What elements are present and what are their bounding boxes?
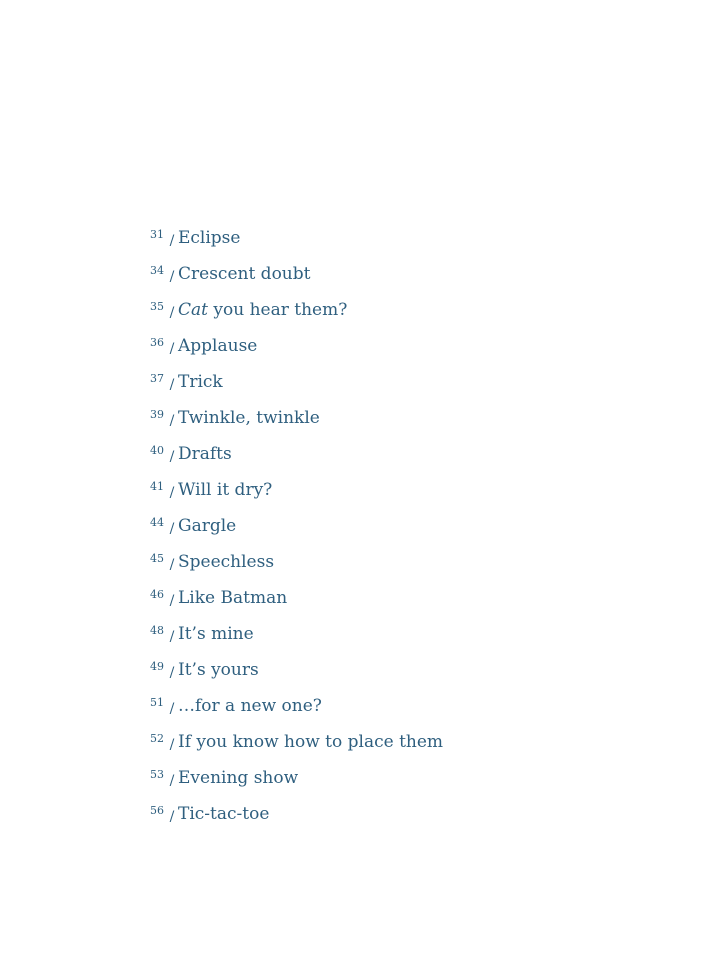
toc-entry[interactable] <box>144 298 664 334</box>
entry-title-text: It’s mine <box>178 624 254 644</box>
entry-title-text: Will it dry? <box>178 480 273 500</box>
separator: / <box>169 593 175 609</box>
table-of-contents <box>144 226 664 838</box>
toc-entry[interactable] <box>144 334 664 370</box>
entry-title <box>178 586 287 610</box>
entry-title <box>178 442 232 466</box>
entry-title <box>178 802 269 826</box>
toc-entry[interactable] <box>144 694 664 730</box>
entry-title-text: Evening show <box>178 768 299 788</box>
entry-title-text: Drafts <box>178 444 232 464</box>
toc-entry[interactable] <box>144 226 664 262</box>
separator: / <box>169 737 175 753</box>
toc-entry[interactable] <box>144 658 664 694</box>
entry-title <box>178 766 298 790</box>
toc-entry[interactable] <box>144 766 664 802</box>
separator: / <box>169 305 175 321</box>
separator: / <box>169 773 175 789</box>
entry-title <box>178 226 240 250</box>
entry-title-italic: Cat <box>178 300 208 320</box>
separator: / <box>169 377 175 393</box>
toc-entry[interactable] <box>144 802 664 838</box>
page-number: 48 <box>150 624 164 637</box>
page-number: 34 <box>150 264 164 277</box>
entry-title <box>178 730 443 754</box>
entry-title-text: Speechless <box>178 552 275 572</box>
page-number: 52 <box>150 732 164 745</box>
entry-title-text: If you know how to place them <box>178 732 444 752</box>
separator: / <box>169 341 175 357</box>
separator: / <box>169 701 175 717</box>
entry-title <box>178 694 322 718</box>
entry-title <box>178 514 236 538</box>
separator: / <box>169 557 175 573</box>
entry-title <box>178 658 259 682</box>
entry-title-text: Eclipse <box>178 228 241 248</box>
toc-entry[interactable] <box>144 406 664 442</box>
page-number: 53 <box>150 768 164 781</box>
entry-title-text: Like Batman <box>178 588 288 608</box>
entry-title-text: Applause <box>178 336 258 356</box>
entry-title <box>178 478 272 502</box>
toc-entry[interactable] <box>144 370 664 406</box>
entry-title-text: Twinkle, twinkle <box>178 408 320 428</box>
toc-entry[interactable] <box>144 442 664 478</box>
separator: / <box>169 269 175 285</box>
entry-title-text: Gargle <box>178 516 237 536</box>
entry-title-text: …for a new one? <box>178 696 322 716</box>
toc-entry[interactable] <box>144 586 664 622</box>
page-number: 51 <box>150 696 164 709</box>
entry-title <box>178 550 274 574</box>
entry-title-text: Trick <box>178 372 223 392</box>
separator: / <box>169 449 175 465</box>
page-number: 56 <box>150 804 164 817</box>
page-number: 37 <box>150 372 164 385</box>
toc-entry[interactable] <box>144 622 664 658</box>
entry-title <box>178 298 347 322</box>
entry-title <box>178 262 310 286</box>
toc-entry[interactable] <box>144 550 664 586</box>
page-number: 40 <box>150 444 164 457</box>
entry-title-text: you hear them? <box>207 300 348 320</box>
entry-title-text: Tic-tac-toe <box>178 804 270 824</box>
page-number: 39 <box>150 408 164 421</box>
separator: / <box>169 665 175 681</box>
entry-title <box>178 406 320 430</box>
page-number: 45 <box>150 552 164 565</box>
page-number: 31 <box>150 228 164 241</box>
separator: / <box>169 809 175 825</box>
page-number: 36 <box>150 336 164 349</box>
entry-title-text: It’s yours <box>178 660 259 680</box>
toc-entry[interactable] <box>144 262 664 298</box>
separator: / <box>169 485 175 501</box>
page-number: 35 <box>150 300 164 313</box>
entry-title <box>178 622 254 646</box>
separator: / <box>169 629 175 645</box>
separator: / <box>169 521 175 537</box>
toc-entry[interactable] <box>144 514 664 550</box>
entry-title <box>178 334 257 358</box>
toc-entry[interactable] <box>144 730 664 766</box>
page-number: 44 <box>150 516 164 529</box>
page-number: 46 <box>150 588 164 601</box>
page-number: 41 <box>150 480 164 493</box>
entry-title <box>178 370 223 394</box>
entry-title-text: Crescent doubt <box>178 264 311 284</box>
separator: / <box>169 233 175 249</box>
separator: / <box>169 413 175 429</box>
toc-entry[interactable] <box>144 478 664 514</box>
page-number: 49 <box>150 660 164 673</box>
